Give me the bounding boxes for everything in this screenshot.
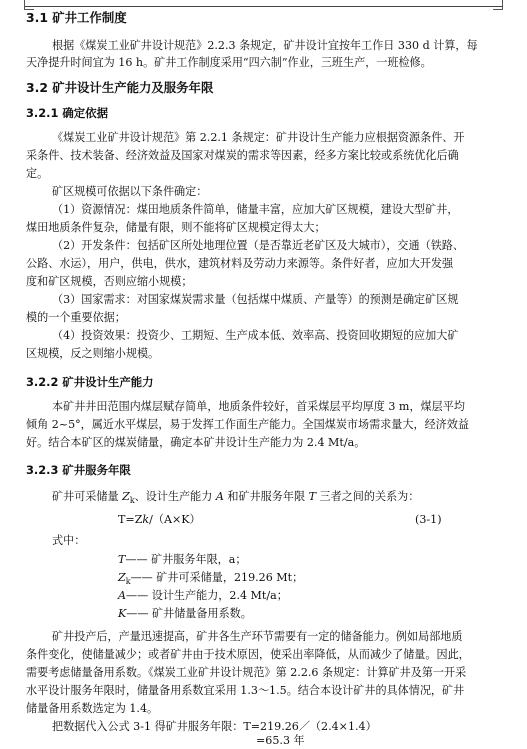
definition-text: —— 设计生产能力，2.4 Mt/a； <box>126 589 288 602</box>
definition-t <box>118 553 247 567</box>
symbol-zk: Z <box>118 571 126 584</box>
symbol-zk: Z <box>122 490 130 503</box>
symbol-zk-sub: k <box>129 496 135 506</box>
header-rule <box>25 6 502 7</box>
text-run: 和矿井服务年限 <box>223 490 309 503</box>
paragraph-line: 采条件、技术装备、经济效益及国家对煤炭的需求等因素，经多方案比较或系统优化后确 <box>26 149 459 162</box>
text-run: 三者之间的关系为： <box>316 490 420 503</box>
list-item-line: （3）国家需求：对国家煤炭需求量（包括煤中煤质、产量等）的预测是确定矿区规 <box>52 293 459 306</box>
symbol-k: K <box>118 607 127 620</box>
corner-mark-right <box>493 0 503 10</box>
formula: T=Z𝑘/（A×K） <box>118 513 201 526</box>
corner-mark-left <box>24 0 34 10</box>
definition-text: —— 矿井可采储量，219.26 Mt； <box>130 571 304 584</box>
paragraph-line: 水平设计服务年限时，储量备用系数宜采用 1.3～1.5。结合本设计矿井的具体情况，矿井 <box>26 684 465 697</box>
paragraph-line: 定。 <box>26 167 49 180</box>
paragraph-line: 矿区规模可依据以下条件确定： <box>52 185 208 198</box>
section-3-1-heading: 3.1 矿井工作制度 <box>26 10 127 25</box>
list-item-line: 模的一个重要依据； <box>26 311 126 324</box>
where-label: 式中： <box>52 534 86 547</box>
definition-a <box>118 589 288 603</box>
list-item-line: 公路、水运），用户，供电，供水，建筑材料及劳动力来源等。条件好者，应加大开发强 <box>26 257 454 270</box>
list-item-line: （4）投资效果：投资少、工期短、生产成本低、效率高、投资回收期短的应加大矿 <box>52 329 459 342</box>
result-line: 把数据代入公式 3-1 得矿井服务年限：T=219.26／（2.4×1.4） <box>52 720 377 733</box>
formula-number: (3-1) <box>415 513 442 526</box>
relation-sentence <box>52 490 419 508</box>
symbol-a: A <box>215 490 224 503</box>
list-item-line: 度和矿区规模，否则应缩小规模； <box>26 275 193 288</box>
definition-text: —— 矿井服务年限，a； <box>125 553 247 566</box>
list-item-line: 区规模，反之则缩小规模。 <box>26 347 160 360</box>
definition-text: —— 矿井储量备用系数。 <box>126 607 252 620</box>
text-run: 、设计生产能力 <box>134 490 216 503</box>
paragraph-line: 《煤炭工业矿井设计规范》第 2.2.1 条规定：矿井设计生产能力应根据资源条件、开 <box>52 131 465 144</box>
text-run: 矿井可采储量 <box>52 490 123 503</box>
list-item-line: （2）开发条件：包括矿区所处地理位置（是否靠近老矿区及大城市），交通（铁路、 <box>52 239 464 252</box>
definition-k <box>118 607 252 621</box>
symbol-t: T <box>308 490 316 503</box>
section-3-2-3-heading: 3.2.3 矿井服务年限 <box>26 463 131 477</box>
paragraph-line: 天净提升时间宜为 16 h。矿井工作制度采用“四六制”作业，三班生产，一班检修。 <box>26 56 432 69</box>
section-3-2-2-heading: 3.2.2 矿井设计生产能力 <box>26 375 154 389</box>
paragraph-line: 储量备用系数选定为 1.4。 <box>26 702 159 715</box>
symbol-t: T <box>118 553 126 566</box>
result-value: =65.3 年 <box>256 734 305 747</box>
list-item-line: （1）资源情况：煤田地质条件简单，储量丰富，应加大矿区规模，建设大型矿井， <box>52 203 459 216</box>
paragraph-line: 矿井投产后，产量迅速提高，矿井各生产环节需要有一定的储备能力。例如局部地质 <box>52 630 463 643</box>
symbol-a: A <box>118 589 127 602</box>
paragraph-line: 需要考虑储量备用系数。《煤炭工业矿井设计规范》第 2.2.6 条规定：计算矿井及第一开采 <box>26 666 467 679</box>
paragraph-line: 条件变化，使储量减少；或者矿井由于技术原因，使采出率降低，从而减少了储量。因此， <box>26 648 470 661</box>
paragraph-line: 好。结合本矿区的煤炭储量，确定本矿井设计生产能力为 2.4 Mt/a。 <box>26 436 366 449</box>
paragraph-line: 倾角 2~5°，属近水平煤层，易于发挥工作面生产能力。全国煤炭市场需求量大，经济效益 <box>26 418 469 431</box>
symbol-zk-sub: k <box>125 577 131 587</box>
definition-zk <box>118 571 303 589</box>
paragraph-line: 根据《煤炭工业矿井设计规范》2.2.3 条规定，矿井设计宜按年工作日 330 d 计算，每 <box>52 39 478 52</box>
section-3-2-heading: 3.2 矿井设计生产能力及服务年限 <box>26 80 214 95</box>
section-3-2-1-heading: 3.2.1 确定依据 <box>26 106 108 120</box>
paragraph-line: 本矿井井田范围内煤层赋存简单，地质条件较好，首采煤层平均厚度 3 m，煤层平均 <box>52 400 465 413</box>
list-item-line: 煤田地质条件复杂，储量有限，则不能将矿区规模定得太大； <box>26 221 326 234</box>
